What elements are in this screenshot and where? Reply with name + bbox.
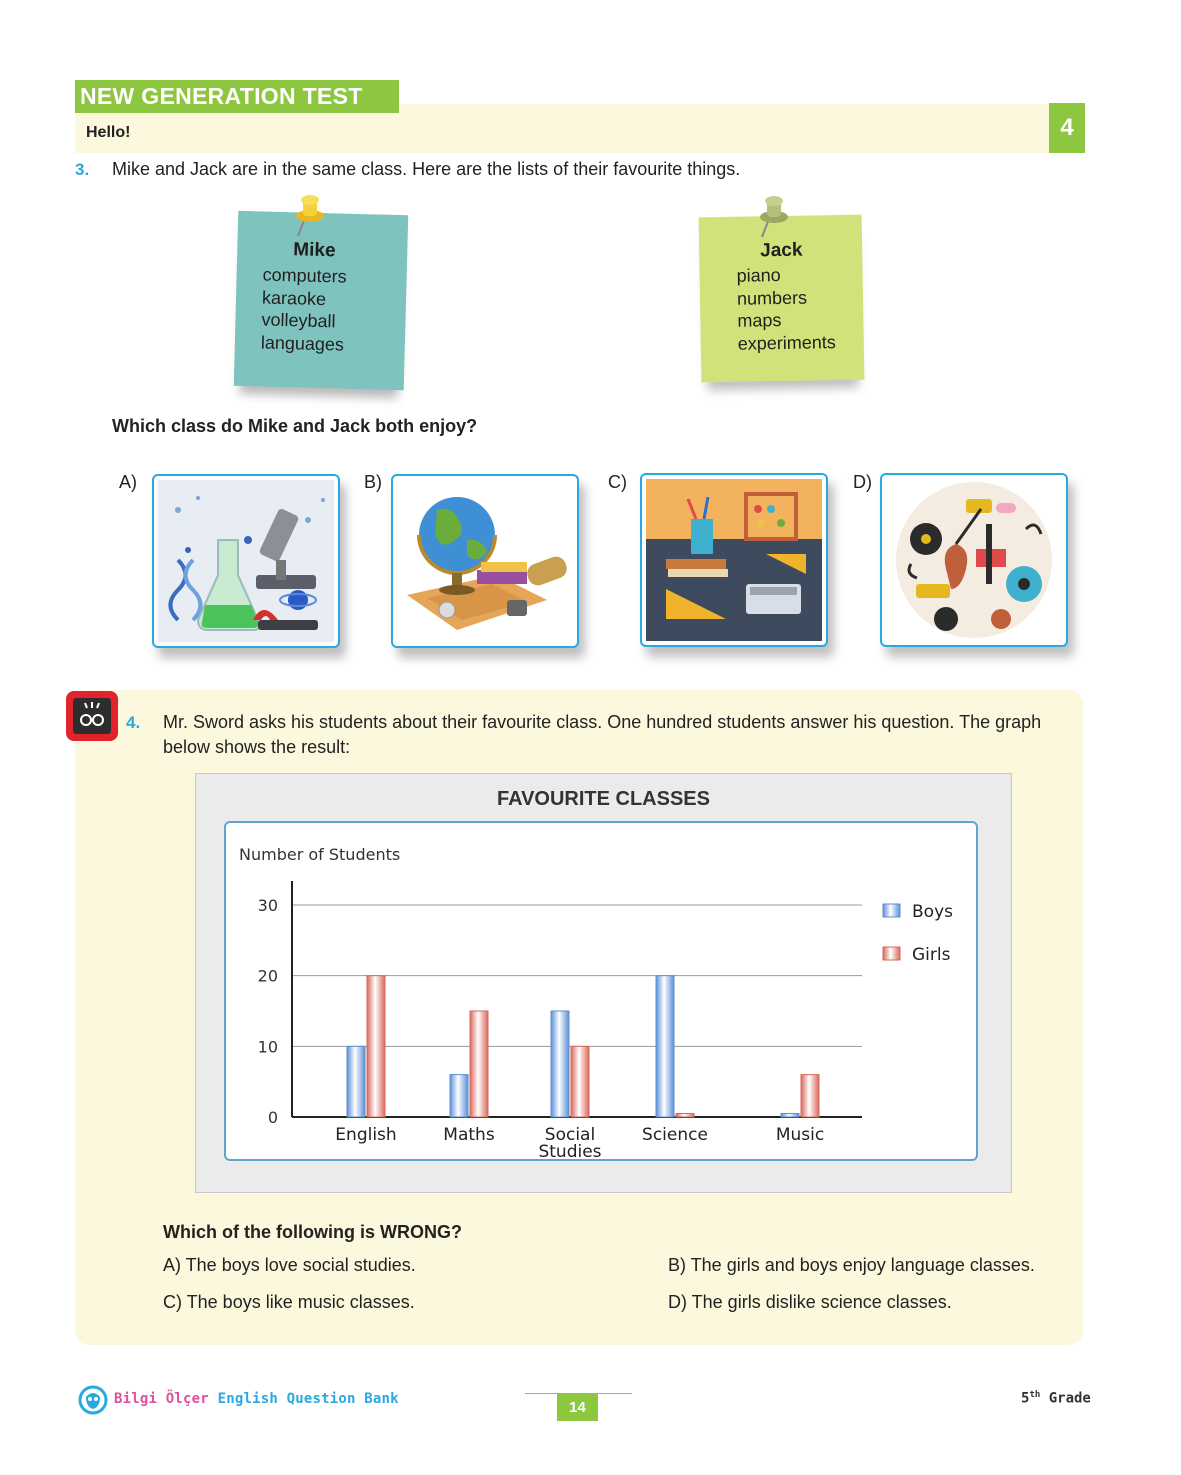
thinking-face-icon: [73, 698, 111, 734]
option-a-image[interactable]: [152, 474, 340, 648]
option-letter: D): [853, 472, 872, 492]
note-list: [736, 263, 836, 355]
list-item: piano: [736, 265, 781, 286]
list-item: languages: [260, 331, 345, 355]
list-item: numbers: [736, 287, 808, 309]
test-title: NEW GENERATION TEST: [75, 80, 399, 113]
x-tick-label: Social: [544, 1125, 596, 1145]
bar-girls: [367, 976, 385, 1117]
list-item: volleyball: [261, 309, 336, 332]
q3-text: Mike and Jack are in the same class. Here are the lists of their favourite things.: [112, 159, 741, 179]
chart-title: FAVOURITE CLASSES: [497, 788, 710, 810]
x-tick-label: English: [335, 1125, 397, 1145]
option-d-image[interactable]: [880, 473, 1068, 647]
bar-girls: [571, 1046, 589, 1117]
chart-panel: [195, 773, 1012, 1193]
science-lab-icon: [158, 480, 334, 642]
bar-chart: [226, 823, 976, 1159]
answer-option-b[interactable]: B) The girls and boys enjoy language classes.: [668, 1255, 1035, 1275]
answer-option-a[interactable]: A) The boys love social studies.: [163, 1255, 416, 1275]
y-tick-label: 30: [257, 896, 278, 915]
option-letter: A): [119, 472, 137, 492]
green-pushpin-icon: [752, 193, 796, 241]
bar-boys: [781, 1113, 799, 1117]
bar-boys: [450, 1075, 468, 1117]
list-item: computers: [262, 264, 347, 287]
music-collage-icon: [886, 479, 1062, 641]
unit-title: Hello!: [86, 124, 131, 141]
answer-option-d[interactable]: D) The girls dislike science classes.: [668, 1292, 952, 1312]
option-c-image[interactable]: [640, 473, 828, 647]
q3-number: 3.: [75, 160, 90, 179]
y-tick-label: 20: [257, 966, 278, 986]
footer-brand: [114, 1391, 399, 1407]
grade-suffix: th: [1029, 1390, 1041, 1400]
x-tick-label: Maths: [443, 1125, 495, 1145]
unit-number: 4: [1049, 103, 1085, 153]
note-name: Mike: [293, 239, 336, 262]
x-tick-label: Music: [775, 1125, 825, 1145]
bar-boys: [551, 1011, 569, 1117]
list-item: maps: [737, 310, 782, 331]
brand-name: Bilgi Ölçer: [114, 1391, 209, 1407]
q4-question: Which of the following is WRONG?: [163, 1222, 462, 1242]
note-list: [261, 263, 347, 355]
y-tick-label: 0: [267, 1108, 278, 1127]
option-letter: B): [364, 472, 382, 492]
thinking-face-icon: [73, 698, 111, 734]
publisher-logo-icon: [78, 1385, 108, 1415]
answer-option-c[interactable]: C) The boys like music classes.: [163, 1292, 415, 1312]
page-number: 14: [557, 1394, 598, 1421]
yellow-pushpin-icon: [288, 192, 332, 240]
reasoning-badge: [66, 691, 118, 741]
grade-word: Grade: [1048, 1390, 1091, 1407]
legend-label: Boys: [912, 902, 953, 922]
grade-label: [1021, 1390, 1091, 1407]
option-b-image[interactable]: [391, 474, 579, 648]
bar-boys: [656, 976, 674, 1117]
option-letter: C): [608, 472, 627, 492]
list-item: karaoke: [261, 286, 327, 309]
legend-label: Girls: [912, 945, 951, 965]
note-name: Jack: [759, 239, 803, 262]
geography-globe-icon: [397, 480, 573, 642]
brand-subtitle: English Question Bank: [217, 1391, 399, 1407]
x-tick-label: Science: [642, 1125, 708, 1145]
legend-swatch: [883, 904, 900, 917]
grade-number: 5: [1021, 1390, 1030, 1407]
list-item: experiments: [737, 331, 836, 354]
maths-tools-icon: [646, 479, 822, 641]
y-axis-label: Number of Students: [239, 845, 401, 864]
legend-swatch: [883, 947, 900, 960]
q4-text: Mr. Sword asks his students about their favourite class. One hundred students answer his question. The graph below shows the result:: [163, 712, 1042, 757]
q4-number: 4.: [126, 713, 141, 732]
bar-girls: [470, 1011, 488, 1117]
bar-girls: [801, 1075, 819, 1117]
chart-area: [224, 821, 978, 1161]
y-tick-label: 10: [257, 1037, 278, 1057]
bar-girls: [676, 1113, 694, 1117]
bar-boys: [347, 1046, 365, 1117]
x-tick-label: Studies: [538, 1142, 602, 1159]
q3-question: Which class do Mike and Jack both enjoy?: [112, 416, 478, 436]
